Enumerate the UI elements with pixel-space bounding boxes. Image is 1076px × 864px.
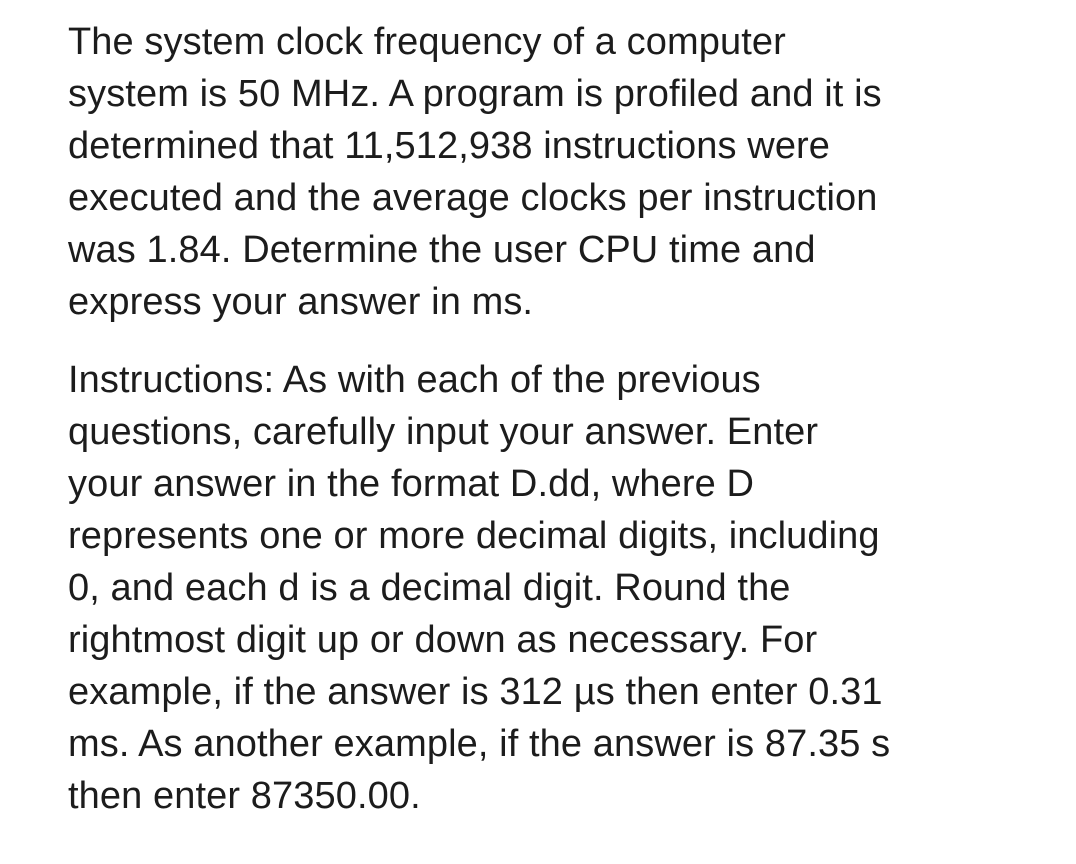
text-line: questions, carefully input your answer. Enter: [68, 411, 819, 453]
text-line: 0, and each d is a decimal digit. Round the: [68, 567, 791, 609]
text-line: your answer in the format D.dd, where D: [68, 463, 755, 505]
text-line: represents one or more decimal digits, including: [68, 515, 880, 557]
text-line: Instructions: As with each of the previous: [68, 359, 761, 401]
text-line: executed and the average clocks per instruction: [68, 177, 878, 219]
paragraph-spacer: [68, 328, 1058, 354]
text-line: then enter 87350.00.: [68, 775, 421, 817]
text-line: system is 50 MHz. A program is profiled and it is: [68, 73, 882, 115]
text-line: express your answer in ms.: [68, 281, 534, 323]
question-document: [68, 16, 1058, 822]
text-line: ms. As another example, if the answer is 87.35 s: [68, 723, 891, 765]
text-line: example, if the answer is 312 µs then enter 0.31: [68, 671, 883, 713]
instructions: [68, 354, 1058, 822]
text-line: rightmost digit up or down as necessary. For: [68, 619, 818, 661]
text-line: The system clock frequency of a computer: [68, 21, 786, 63]
text-line: determined that 11,512,938 instructions were: [68, 125, 831, 167]
text-line: was 1.84. Determine the user CPU time and: [68, 229, 816, 271]
problem-statement: [68, 16, 1058, 328]
